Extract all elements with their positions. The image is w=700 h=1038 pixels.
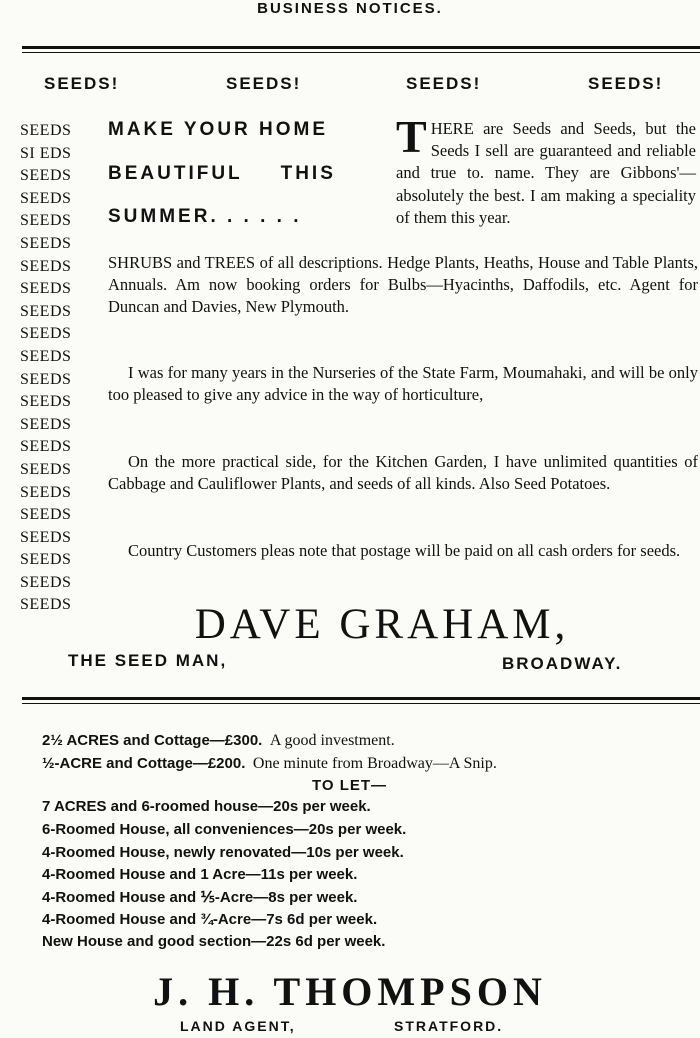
section-rule [22,697,700,700]
to-let-item: 6-Roomed House, all conveniences—20s per week. [42,821,407,838]
headline-line-1: MAKE YOUR HOME [108,119,329,140]
page-header: BUSINESS NOTICES. [257,0,443,17]
seeds-side-item: SEEDS [20,460,72,478]
seeds-side-item: SEEDS [20,347,72,365]
seeds-side-item: SEEDS [20,551,72,569]
headline-line-2: BEAUTIFUL THIS [108,163,336,184]
to-let-item: 4-Roomed House, newly renovated—10s per week. [42,844,404,861]
intro-body: HERE are Seeds and Seeds, but the Seeds I sell are guaranteed and reliable and true to. name. They are Gibbons'—absolutely the best. I am making a speciality of them this year. [396,119,696,227]
seeds-paragraph-kitchen: On the more practical side, for the Kitchen Garden, I have unlimited quantities of Cabbage and Cauliflower Plants, and seeds of all kinds. Also Seed Potatoes. [108,452,698,494]
header-rule [22,46,700,49]
seeds-banner-item: SEEDS! [588,74,664,93]
seeds-side-item: SEEDS [20,393,72,411]
to-let-item: New House and good section—22s 6d per week. [42,933,386,950]
seeds-intro-text [396,111,696,229]
sale-listing-note: One minute from Broadway—A Snip. [252,755,497,772]
seeds-side-item: SEEDS [20,325,72,343]
seeds-side-item: SEEDS [20,596,72,614]
seeds-banner-item: SEEDS! [406,74,482,93]
seeds-side-column [20,120,90,617]
seeds-paragraph-postage: Country Customers pleas note that postage will be paid on all cash orders for seeds. [128,541,681,560]
advertiser-title: THE SEED MAN, [68,651,228,670]
seeds-side-item: SEEDS [20,573,72,591]
to-let-item: 4-Roomed House and ⅕-Acre—8s per week. [42,889,358,906]
seeds-side-item: SEEDS [20,483,72,501]
seeds-side-item: SEEDS [20,438,72,456]
seeds-side-item: SEEDS [20,212,72,230]
seeds-side-item: SEEDS [20,370,72,388]
seeds-side-item: SEEDS [20,280,72,298]
advertiser-location: BROADWAY. [502,654,623,673]
seeds-side-item: SEEDS [20,257,72,275]
to-let-item: 7 ACRES and 6-roomed house—20s per week. [42,798,371,815]
seeds-side-item: SEEDS [20,415,72,433]
seeds-side-item: SEEDS [20,528,72,546]
to-let-heading: TO LET— [312,777,388,794]
seeds-side-item: SI EDS [20,144,72,162]
section-rule-thin [22,703,700,704]
seeds-banner-item: SEEDS! [226,74,302,93]
sale-listing-note: A good investment. [269,732,395,749]
land-agent-location: STRATFORD. [394,1018,504,1034]
to-let-item: 4-Roomed House and ¾-Acre—7s 6d per week. [42,911,378,928]
land-agent-title: LAND AGENT, [180,1018,296,1034]
seeds-banner-item: SEEDS! [44,74,120,93]
seeds-side-item: SEEDS [20,189,72,207]
seeds-side-item: SEEDS [20,506,72,524]
seeds-side-item: SEEDS [20,167,72,185]
seeds-paragraph-nurseries: I was for many years in the Nurseries of the State Farm, Moumahaki, and will be only too pleased to give any advice in the way of horticulture, [108,363,698,405]
sale-listing-title: 2½ ACRES and Cottage—£300. [42,732,263,749]
sale-listing [42,732,395,750]
land-agent-name: J. H. THOMPSON [153,969,547,1014]
advertiser-name: DAVE GRAHAM, [194,601,570,648]
header-rule-thin [22,52,700,53]
seeds-side-item: SEEDS [20,302,72,320]
headline-line-3: SUMMER. . . . . . [108,206,302,227]
seeds-side-item: SEEDS [20,234,72,252]
sale-listing-title: ½-ACRE and Cottage—£200. [42,755,246,772]
seeds-side-item: SEEDS [20,122,72,139]
drop-cap: T [396,111,427,162]
seeds-banner [0,74,700,98]
to-let-item: 4-Roomed House and 1 Acre—11s per week. [42,866,358,883]
seeds-paragraph-shrubs: SHRUBS and TREES of all descriptions. Hedge Plants, Heaths, House and Table Plants, Annuals. Am now booking orders for Bulbs—Hyacinths, Daffodils, etc. Agent for Duncan and Davies, New Plymouth. [108,253,698,317]
sale-listing [42,755,497,773]
